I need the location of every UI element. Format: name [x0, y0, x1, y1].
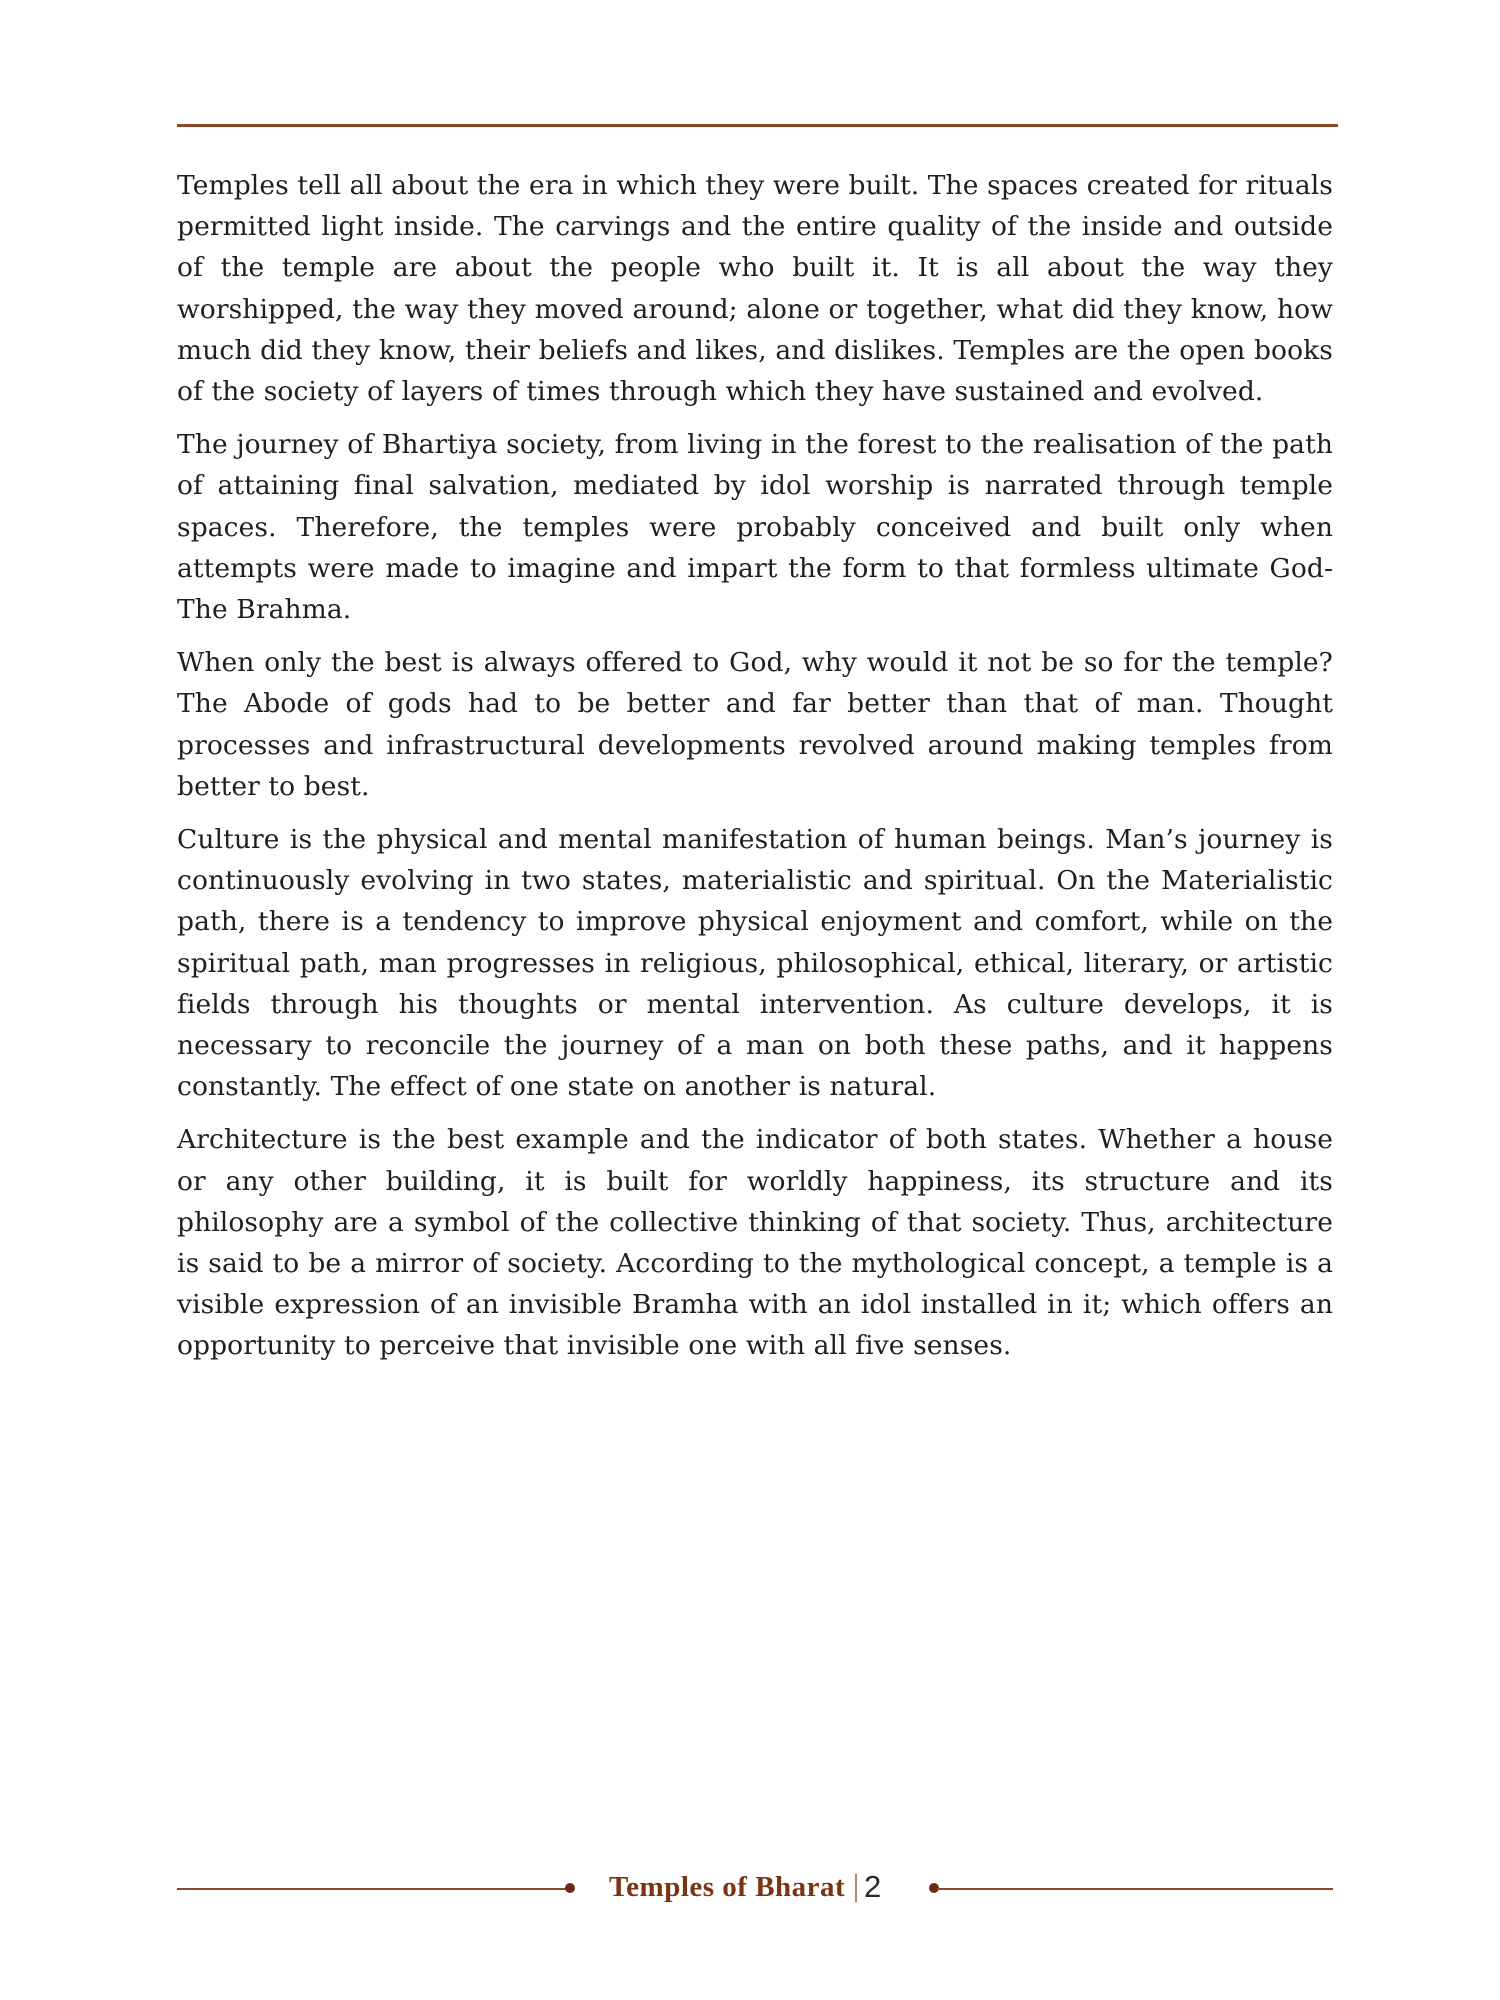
footer-rule-right — [937, 1888, 1333, 1890]
paragraph-1: Temples tell all about the era in which they were built. The spaces created for rituals permitted light inside. The carvings and the entire quality of the inside and outside of the temple are about the people who built it. It is all about the way they worshipped, the way they moved around; alone or together, what did they know, how much did they know, their beliefs and likes, and dislikes. Temples are the open books of the society of layers of times through which they have sustained and evolved. — [177, 170, 1333, 408]
book-title: Temples of Bharat — [609, 1871, 846, 1903]
page-footer — [177, 1868, 1333, 1908]
page-number: 2 — [864, 1869, 882, 1904]
paragraph-5: Architecture is the best example and the indicator of both states. Whether a house or any other building, it is built for worldly happiness, its structure and its philosophy are a symbol of the collective thinking of that society. Thus, architecture is said to be a mirror of society. According to the mythological concept, a temple is a visible expression of an invisible Bramha with an idol installed in it; which offers an opportunity to perceive that invisible one with all five senses. — [177, 1124, 1333, 1362]
paragraph-2: The journey of Bhartiya society, from living in the forest to the realisation of the path of attaining final salvation, mediated by idol worship is narrated through temple spaces. Therefore, the temples were probably conceived and built only when attempts were made to imagine and impart the form to that formless ultimate God- The Brahma. — [177, 429, 1333, 626]
paragraph-4: Culture is the physical and mental manifestation of human beings. Man’s journey is continuously evolving in two states, materialistic and spiritual. On the Materialistic path, there is a tendency to improve physical enjoyment and comfort, while on the spiritual path, man progresses in religious, philosophical, ethical, literary, or artistic fields through his thoughts or mental intervention. As culture develops, it is necessary to reconcile the journey of a man on both these paths, and it happens constantly. The effect of one state on another is natural. — [177, 824, 1333, 1103]
footer-rule-left — [177, 1888, 567, 1890]
paragraph-3: When only the best is always offered to God, why would it not be so for the temple? The Abode of gods had to be better and far better than that of man. Thought processes and infrastructural developments revolved around making temples from better to best. — [177, 647, 1333, 802]
top-rule-divider — [177, 124, 1338, 127]
footer-bullet-left-icon — [565, 1883, 575, 1893]
body-text — [177, 165, 1333, 1379]
footer-separator — [855, 1874, 857, 1902]
